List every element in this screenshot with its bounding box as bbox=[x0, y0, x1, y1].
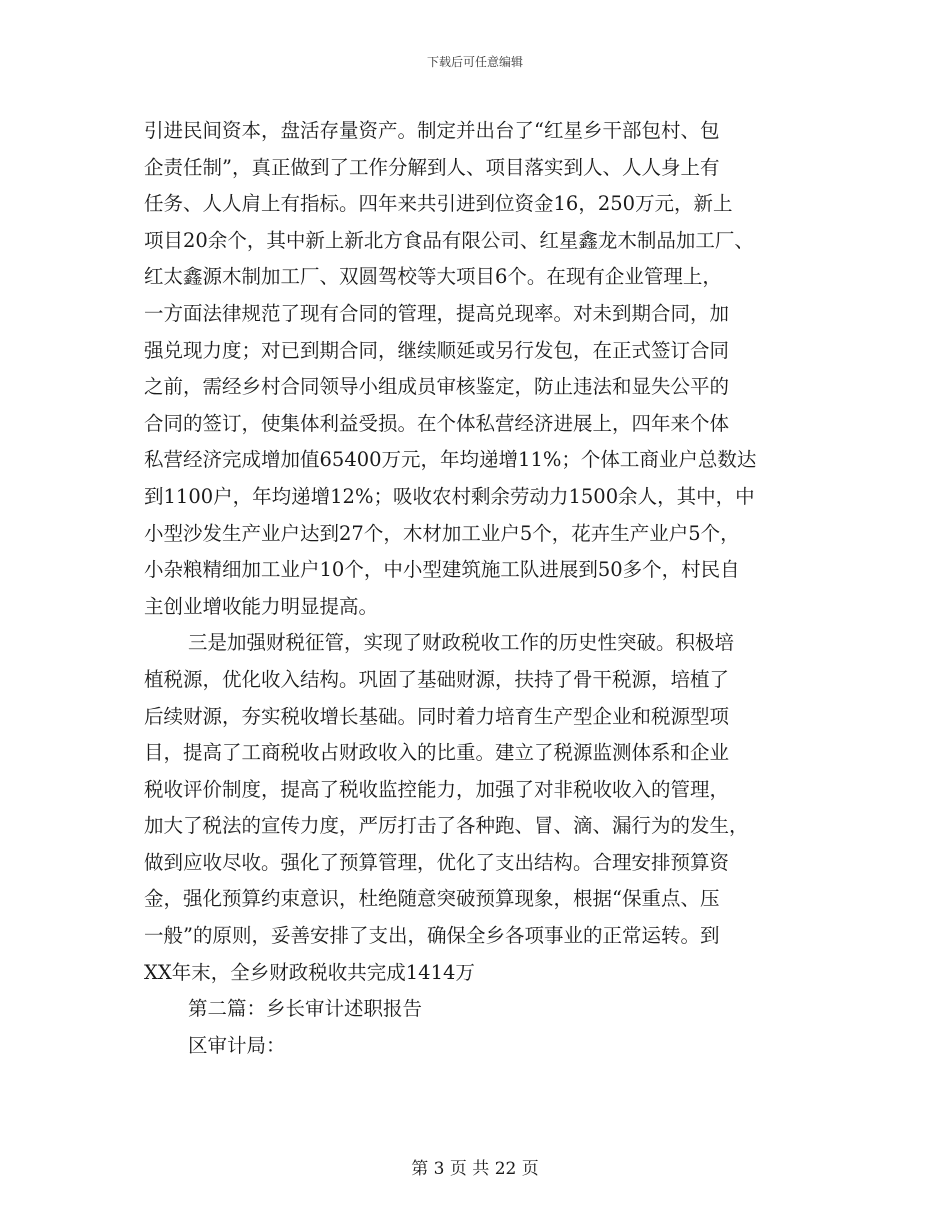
text-line: XX年末，全乡财政税收共完成1414万 bbox=[144, 960, 475, 984]
page-header: 下载后可任意编辑 bbox=[426, 55, 523, 69]
text-line: 一般”的原则，妥善安排了支出，确保全乡各项事业的正常运转。到 bbox=[144, 924, 720, 948]
text-line: 私营经济完成增加值65400万元，年均递增11%；个体工商业户总数达 bbox=[144, 448, 757, 472]
text-line: 小杂粮精细加工业户10个，中小型建筑施工队进展到50多个，村民自 bbox=[144, 558, 740, 582]
text-line: 金，强化预算约束意识，杜绝随意突破预算现象，根据“保重点、压 bbox=[144, 887, 720, 911]
text-line: 主创业增收能力明显提高。 bbox=[144, 594, 379, 618]
text-line: 企责任制”，真正做到了工作分解到人、项目落实到人、人人身上有 bbox=[144, 155, 720, 179]
text-line: 强兑现力度；对已到期合同，继续顺延或另行发包，在正式签订合同 bbox=[144, 338, 730, 362]
text-line: 加大了税法的宣传力度，严厉打击了各种跑、冒、滴、漏行为的发生， bbox=[144, 814, 749, 838]
text-line: 目，提高了工商税收占财政收入的比重。建立了税源监测体系和企业 bbox=[144, 741, 730, 765]
text-line: 项目20余个，其中新上新北方食品有限公司、红星鑫龙木制品加工厂、 bbox=[144, 228, 754, 252]
text-line: 引进民间资本，盘活存量资产。制定并出台了“红星乡干部包村、包 bbox=[144, 119, 720, 142]
text-line: 之前，需经乡村合同领导小组成员审核鉴定，防止违法和显失公平的 bbox=[144, 375, 730, 399]
text-line: 做到应收尽收。强化了预算管理，优化了支出结构。合理安排预算资 bbox=[144, 850, 730, 874]
salutation: 区审计局： bbox=[188, 1033, 286, 1057]
text-line: 一方面法律规范了现有合同的管理，提高兑现率。对未到期合同，加 bbox=[144, 301, 730, 325]
text-line: 到1100户，年均递增12%；吸收农村剩余劳动力1500余人，其中，中 bbox=[144, 484, 755, 508]
text-line: 税收评价制度，提高了税收监控能力，加强了对非税收收入的管理， bbox=[144, 777, 730, 801]
paragraph-start-line: 三是加强财税征管，实现了财政税收工作的历史性突破。积极培 bbox=[188, 631, 735, 655]
document-body bbox=[144, 113, 844, 1064]
text-line: 后续财源，夯实税收增长基础。同时着力培育生产型企业和税源型项 bbox=[144, 704, 730, 728]
page-number: 第 3 页 共 22 页 bbox=[411, 1159, 539, 1179]
text-line: 任务、人人肩上有指标。四年来共引进到位资金16，250万元，新上 bbox=[144, 192, 733, 216]
text-line: 红太鑫源木制加工厂、双圆驾校等大项目6个。在现有企业管理上， bbox=[144, 265, 722, 289]
section-heading: 第二篇：乡长审计述职报告 bbox=[188, 997, 423, 1021]
text-line: 植税源，优化收入结构。巩固了基础财源，扶持了骨干税源，培植了 bbox=[144, 667, 730, 691]
text-line: 小型沙发生产业户达到27个，木材加工业户5个，花卉生产业户5个， bbox=[144, 521, 740, 545]
text-line: 合同的签订，使集体利益受损。在个体私营经济进展上，四年来个体 bbox=[144, 411, 730, 435]
